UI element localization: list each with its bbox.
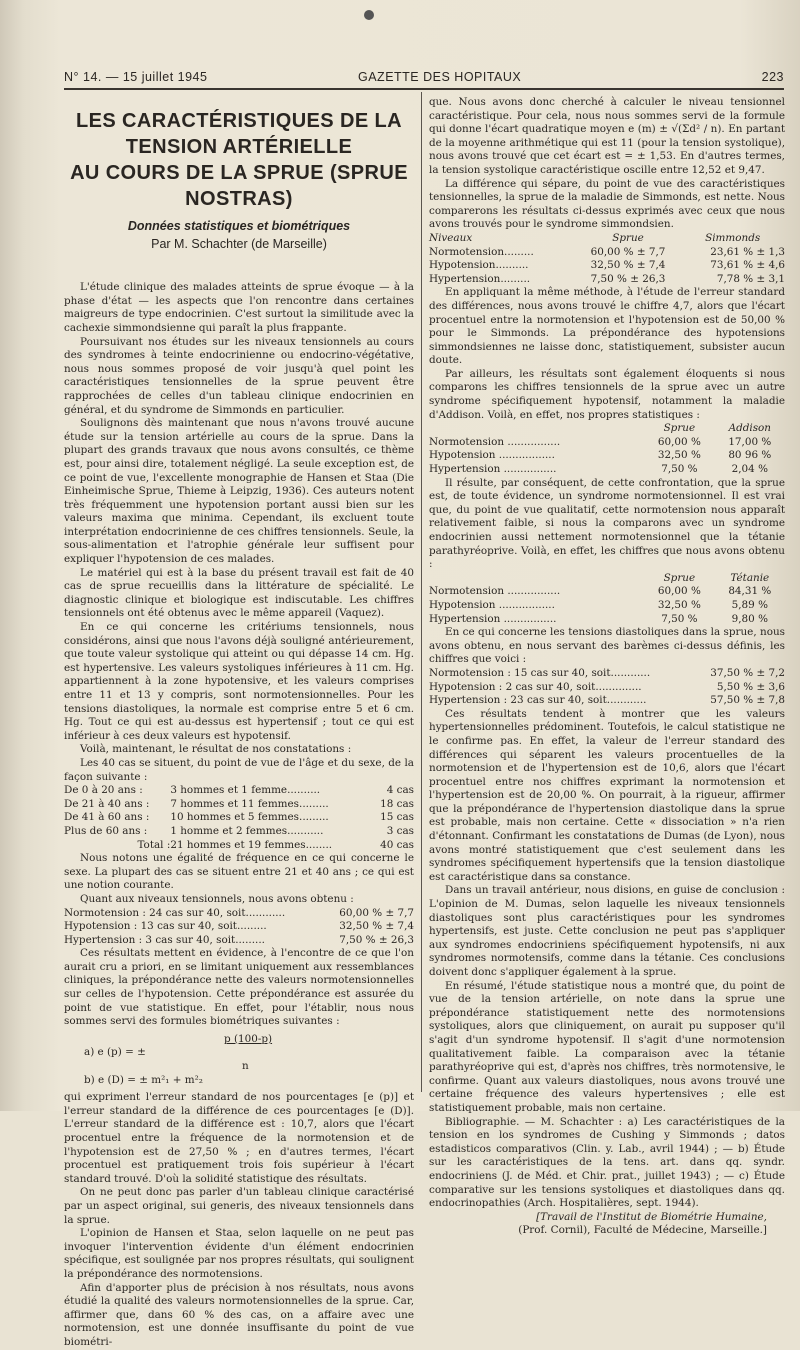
table-row [64,798,414,812]
table-row [64,839,414,853]
table-row [64,825,414,839]
paragraph: Ces résultats mettent en évidence, à l'encontre de ce que l'on aurait cru a priori, en se limitant uniquement aux ressemblances cliniques, la prépondérance nette des valeurs normotensionnelles sur celles de l'hypotension. Cette prépondérance est assurée du point de vue statistique. En effet, pour l'établir, nous nous sommes servi des formules biométriques suivantes : [64,947,414,1028]
paragraph: Les 40 cas se situent, du point de vue de l'âge et du sexe, de la façon suivante : [64,756,414,783]
comparison-addison-table [429,422,785,476]
table-cell: 73,61 % ± 4,6 [710,259,785,272]
table-cell: Normotension......... [429,245,534,258]
paragraph: L'étude clinique des malades atteints de sprue évoque — à la phase d'état — les aspects que l'on rencontre dans certaines maigreurs de type endocrinien. C'est surtout la similitude avec la cachexie simmondsienne qui paraît la plus frappante. [64,281,414,334]
table-cell: 80 96 % [728,449,772,462]
paragraph: Le matériel qui est à la base du présent travail est fait de 40 cas de sprue recueillis dans la littérature de spécialité. Le diagnostic clinique et biologique est indiscutable. Les chiffres tensionnels ont été obtenus avec le même appareil (Vaquez). [64,566,414,620]
column-header [429,572,644,586]
table-row [64,907,414,921]
tension-value: 7,50 % ± 26,3 [339,933,414,946]
paragraph: En ce qui concerne les critériums tensionnels, nous considérons, ainsi que nous l'avons déjà souligné antérieurement, que toute valeur systolique qui atteint ou qui dépasse 14 cm. Hg. est hypertensive. Les valeurs systoliques inférieures à 11 cm. Hg. appartiennent à la zone hypotensive, et les valeurs comprises entre 11 et 13 y compris, sont normotensionnelles. Pour les tensions diastoliques, la normale est comprise entre 5 et 6 cm. Hg. Tout ce qui est au-dessus est hypertensif ; tout ce qui est inférieur à ces deux valeurs est hypotensif. [64,621,414,742]
comparison-simmonds-table [429,232,785,286]
table-row [429,681,785,695]
formula-a-denominator: n [242,1060,249,1073]
table-row [429,273,785,287]
table-row [429,449,785,463]
paragraph: Quant aux niveaux tensionnels, nous avons obtenu : [80,892,354,905]
page-number: 223 [761,70,784,84]
table-cell: 60,00 % [657,435,701,448]
column-header: Niveaux [429,231,473,244]
table-cell: Hypotension.......... [429,259,529,272]
paragraph: Voilà, maintenant, le résultat de nos constatations : [80,743,352,756]
table-row [64,934,414,948]
age-range: De 0 à 20 ans : [64,784,143,797]
paragraph: En ce qui concerne les tensions diastoliques dans la sprue, nous avons obtenu, en nous servant des barèmes ci-dessus définis, les chiffres que voici : [429,626,785,666]
paragraph: qui expriment l'erreur standard de nos pourcentages [e (p)] et l'erreur standard de la différence de ces pourcentages [e (D)]. L'erreur standard de la différence est : 10,7, alors que l'écart procentuel entre la fréquence de la normotension et de l'hypotension est de 27,50 % ; en d'autres termes, l'écart procentuel est pratiquement trois fois supérieur à l'écart standard trouvé. D'où la solidité statistique des résultats. [64,1091,414,1185]
age-range: De 41 à 60 ans : [64,811,150,824]
paragraph: que. Nous avons donc cherché à calculer le niveau tensionnel caractéristique. Pour cela, nous nous sommes servi de la formule qui donne l'écart quadratique moyen e (m) ± √(Σd² / n). En partant de la moyenne arithmétique qui est 11 (pour la tension systolique), nous avons trouvé que cet écart est = ± 1,53. En d'autres termes, la tension systolique caractéristique oscille entre 12,52 et 9,47. [429,96,785,176]
diastolic-table [429,667,785,708]
table-cell: 84,31 % [728,585,772,598]
age-counts: 21 hommes et 19 femmes........ [170,838,333,851]
age-range: De 21 à 40 ans : [64,797,150,810]
bibliography: Bibliographie. — M. Schachter : a) Les caractéristiques de la tension en los syndromes de Cushing y Simmonds ; datos estadisticos comparativos (Clin. y. Lab., avril 1944) ; — b) Étude sur les caractéristiques de la tens. art. dans qq. syndr. endocriniens (J. de Méd. et Chir. prat., juillet 1943) ; — c) Étude comparative sur les tensions systoliques et diastoliques dans qq. endocrinopathies (Arch. Hospitalières, sept. 1944). [429,1115,785,1210]
column-header: Sprue [663,571,696,584]
paragraph: En résumé, l'étude statistique nous a montré que, du point de vue de la tension artérielle, on note dans la sprue une prépondérance statistiquement nette des normotensions systoliques, alors que cliniquement, on aurait pu supposer qu'il s'agit d'un syndrome hypotensif. Il s'agit d'une normotension qualitativement faible. La comparaison avec la tétanie parathyréoprive qui est, d'après nos chiffres, très normotensive, le confirme. Quant aux valeurs diastoliques, nous avons trouvé une certaine fréquence des valeurs hypertensives ; elle est statistiquement probable, mais non certaine. [429,979,785,1114]
table-row [64,784,414,798]
diastolic-label: Normotension : 15 cas sur 40, soit............ [429,666,651,679]
paragraph: Il résulte, par conséquent, de cette confrontation, que la sprue est, de toute évidence, un syndrome normotensionnel. Il est vrai que, du point de vue qualitatif, cette normotension nous apparaît relativement faible, si nous la comparons avec un syndrome endocrinien aussi nettement normotensionnel que la tétanie parathyréoprive. Voilà, en effet, les chiffres que nous avons obtenu : [429,476,785,571]
paragraph: L'opinion de Hansen et Staa, selon laquelle on ne peut pas invoquer l'intervention évidente d'un élément endocrinien spécifique, est soulignée par nos propres résultats, qui soulignent la prépondérance des normotensions. [64,1227,414,1280]
table-cell: Hypertension ................ [429,463,557,476]
column-header: Sprue [663,422,696,435]
table-cell: 23,61 % ± 1,3 [710,245,785,258]
formula-a: a) e (p) = ± [84,1046,146,1059]
age-total: 4 cas [386,784,414,797]
comparison-tetanie-table [429,572,785,626]
table-cell: Hypotension ................. [429,598,555,611]
paragraph: On ne peut donc pas parler d'un tableau clinique caractérisé par un aspect original, sui generis, des niveaux tensionnels dans la sprue. [64,1186,414,1226]
faculty-credit: (Prof. Cornil), Faculté de Médecine, Marseille.] [518,1224,767,1237]
right-column [429,96,785,1238]
left-column [64,96,414,1350]
table-cell: 5,89 % [731,598,768,611]
diastolic-value: 57,50 % ± 7,8 [710,694,785,707]
table-cell: 17,00 % [728,435,772,448]
formula-b: b) e (D) = ± m²₁ + m²₂ [84,1073,203,1086]
article-subtitle: Données statistiques et biométriques [127,219,351,233]
table-row [429,667,785,681]
age-counts: 10 hommes et 5 femmes......... [170,811,329,824]
institute-credit: [Travail de l'Institut de Biométrie Humaine, [536,1210,767,1223]
age-range: Plus de 60 ans : [64,824,148,837]
table-header-row [429,232,785,246]
tension-table [64,907,414,948]
column-header [429,422,644,436]
table-cell: 7,78 % ± 3,1 [716,272,785,285]
journal-name: GAZETTE DES HOPITAUX [358,70,522,84]
table-row [429,585,785,599]
tension-value: 60,00 % ± 7,7 [339,906,414,919]
page-header [64,70,784,90]
table-cell: 9,80 % [731,612,768,625]
paragraph: Ces résultats tendent à montrer que les valeurs hypertensionnelles prédominent. Toutefois, le calcul statistique ne le confirme pas. En effet, la valeur de l'erreur standard des différences qui séparent les valeurs procentuelles de la normotension et de l'hypertension est de 10,6, alors que l'écart procentuel entre nos chiffres exprimant la normotension et l'hypertension est de 20,00 %. On pourrait, à la rigueur, affirmer que la prépondérance de l'hypertension diastolique dans la sprue est probable, mais non certaine. Cette « dissociation » n'a rien d'étonnant. Confirmant les constatations de Dumas (de Lyon), nous avons montré statistiquement que c'est seulement dans les syndromes spécifiquement hypertensifs que la tension diastolique est caractéristique dans sa constance. [429,707,785,883]
table-row [429,436,785,450]
column-divider [421,92,422,1092]
diastolic-label: Hypotension : 2 cas sur 40, soit.............. [429,680,642,693]
title-line-2: AU COURS DE LA SPRUE (SPRUE NOSTRAS) [70,162,408,210]
table-cell: Hypotension ................. [429,449,555,462]
table-cell: 7,50 % [661,463,698,476]
table-header-row [429,572,785,586]
bullet-mark [364,10,374,20]
tension-label: Hypotension : 13 cas sur 40, soit......... [64,920,267,933]
tension-label: Hypertension : 3 cas sur 40, soit......... [64,933,265,946]
article-author: Par M. Schachter (de Marseille) [151,236,327,251]
formula-a-numerator: p (100-p) [224,1032,273,1045]
formula-block [64,1033,414,1087]
table-row [429,613,785,627]
table-row [64,811,414,825]
table-cell: 7,50 % ± 26,3 [590,272,666,285]
table-cell: 32,50 % [657,598,701,611]
table-cell: 2,04 % [731,463,768,476]
paragraph: Afin d'apporter plus de précision à nos résultats, nous avons étudié la qualité des valeurs normotensionnelles de la sprue. Car, affirmer que, dans 60 % des cas, on a affaire avec une normotension, est une donnée insuffisante du point de vue biométri- [64,1281,414,1348]
table-cell: 60,00 % [657,585,701,598]
paragraph: Nous notons une égalité de fréquence en ce qui concerne le sexe. La plupart des cas se situent entre 21 et 40 ans ; ce qui est une notion courante. [64,852,414,892]
table-cell: Normotension ................ [429,585,561,598]
column-header: Sprue [612,231,644,244]
table-row [429,259,785,273]
table-cell: 32,50 % [657,449,701,462]
table-row [429,599,785,613]
table-cell: 7,50 % [661,612,698,625]
table-cell: Normotension ................ [429,435,561,448]
paragraph: Dans un travail antérieur, nous disions, en guise de conclusion : L'opinion de M. Dumas, selon laquelle les niveaux tensionnels diastoliques sont plus caractéristiques pour les syndromes hypertensifs, est juste. Cette conclusion ne peut pas s'appliquer aux syndromes endocriniens spécifiquement hypotensifs, ni aux syndromes normotensifs, comme dans la tétanie. Ces conclusions doivent donc s'appliquer également à la sprue. [429,884,785,978]
tension-value: 32,50 % ± 7,4 [339,920,414,933]
column-header: Tétanie [730,571,770,584]
age-range: Total : [137,838,171,851]
table-row [429,463,785,477]
title-line-1: LES CARACTÉRISTIQUES DE LA TENSION ARTÉRIELLE [76,110,402,158]
age-counts: 3 hommes et 1 femme.......... [170,784,321,797]
table-row [429,694,785,708]
age-counts: 7 hommes et 11 femmes......... [170,797,329,810]
diastolic-label: Hypertension : 23 cas sur 40, soit............ [429,694,647,707]
diastolic-value: 37,50 % ± 7,2 [710,666,785,679]
paragraph: La différence qui sépare, du point de vue des caractéristiques tensionnelles, la sprue de la maladie de Simmonds, est nette. Nous comparerons les résultats ci-dessus exprimés avec ceux que nous avons trouvés pour le syndrome simmondsien. [429,177,785,231]
table-header-row [429,422,785,436]
table-cell: 60,00 % ± 7,7 [590,245,666,258]
age-total: 15 cas [380,811,414,824]
tension-label: Normotension : 24 cas sur 40, soit............ [64,906,286,919]
paragraph: En appliquant la même méthode, à l'étude de l'erreur standard des différences, nous avons trouvé le chiffre 4,7, alors que l'écart procentuel entre la normotension et l'hypotension est de 50,00 % pour le Simmonds. La prépondérance des hypotensions simmondsiennes ne laisse donc, statistiquement, subsister aucun doute. [429,286,785,367]
age-total: 3 cas [386,824,414,837]
issue-number: N° 14. — 15 juillet 1945 [64,70,208,84]
table-cell: Hypertension ................ [429,612,557,625]
table-cell: Hypertension......... [429,272,531,285]
article-title [64,108,414,212]
diastolic-value: 5,50 % ± 3,6 [716,680,785,693]
age-counts: 1 homme et 2 femmes........... [170,824,324,837]
header-rule [64,88,784,90]
table-row [429,246,785,260]
column-header: Simmonds [705,231,761,244]
table-cell: 32,50 % ± 7,4 [590,259,666,272]
column-header: Addison [728,422,771,435]
age-total: 18 cas [380,797,414,810]
age-sex-table [64,784,414,852]
table-row [64,920,414,934]
paragraph: Poursuivant nos études sur les niveaux tensionnels au cours des syndromes à teinte endocrinienne ou endocrino-végétative, nous nous sommes proposé de voir jusqu'à quel point les caractéristiques tensionnelles de la sprue peuvent être rapprochées de celles d'un tableau clinique endocrinien en général, et du syndrome de Simmonds en particulier. [64,335,414,416]
paragraph: Soulignons dès maintenant que nous n'avons trouvé aucune étude sur la tension artérielle au cours de la sprue. Dans la plupart des grands travaux que nous avons consultés, ce thème est, pour ainsi dire, totalement négligé. La seule exception est, de ce point de vue, l'excellente monographie de Hansen et Staa (Die Einheimische Sprue, Thieme à Leipzig, 1936). Ces auteurs notent très fréquemment une hypotension portant aussi bien sur les valeurs maxima que minima. Cependant, ils excluent toute interprétation endocrinienne de ces chiffres tensionnels. Seule, la sous-alimentation et l'atrophie générale leur suffisent pour expliquer l'hypotension de ces malades. [64,417,414,566]
age-total: 40 cas [380,838,414,851]
paragraph: Par ailleurs, les résultats sont également éloquents si nous comparons les chiffres tensionnels de la sprue avec un autre syndrome spécifiquement hypotensif, notamment la maladie d'Addison. Voilà, en effet, nos propres statistiques : [429,367,785,421]
